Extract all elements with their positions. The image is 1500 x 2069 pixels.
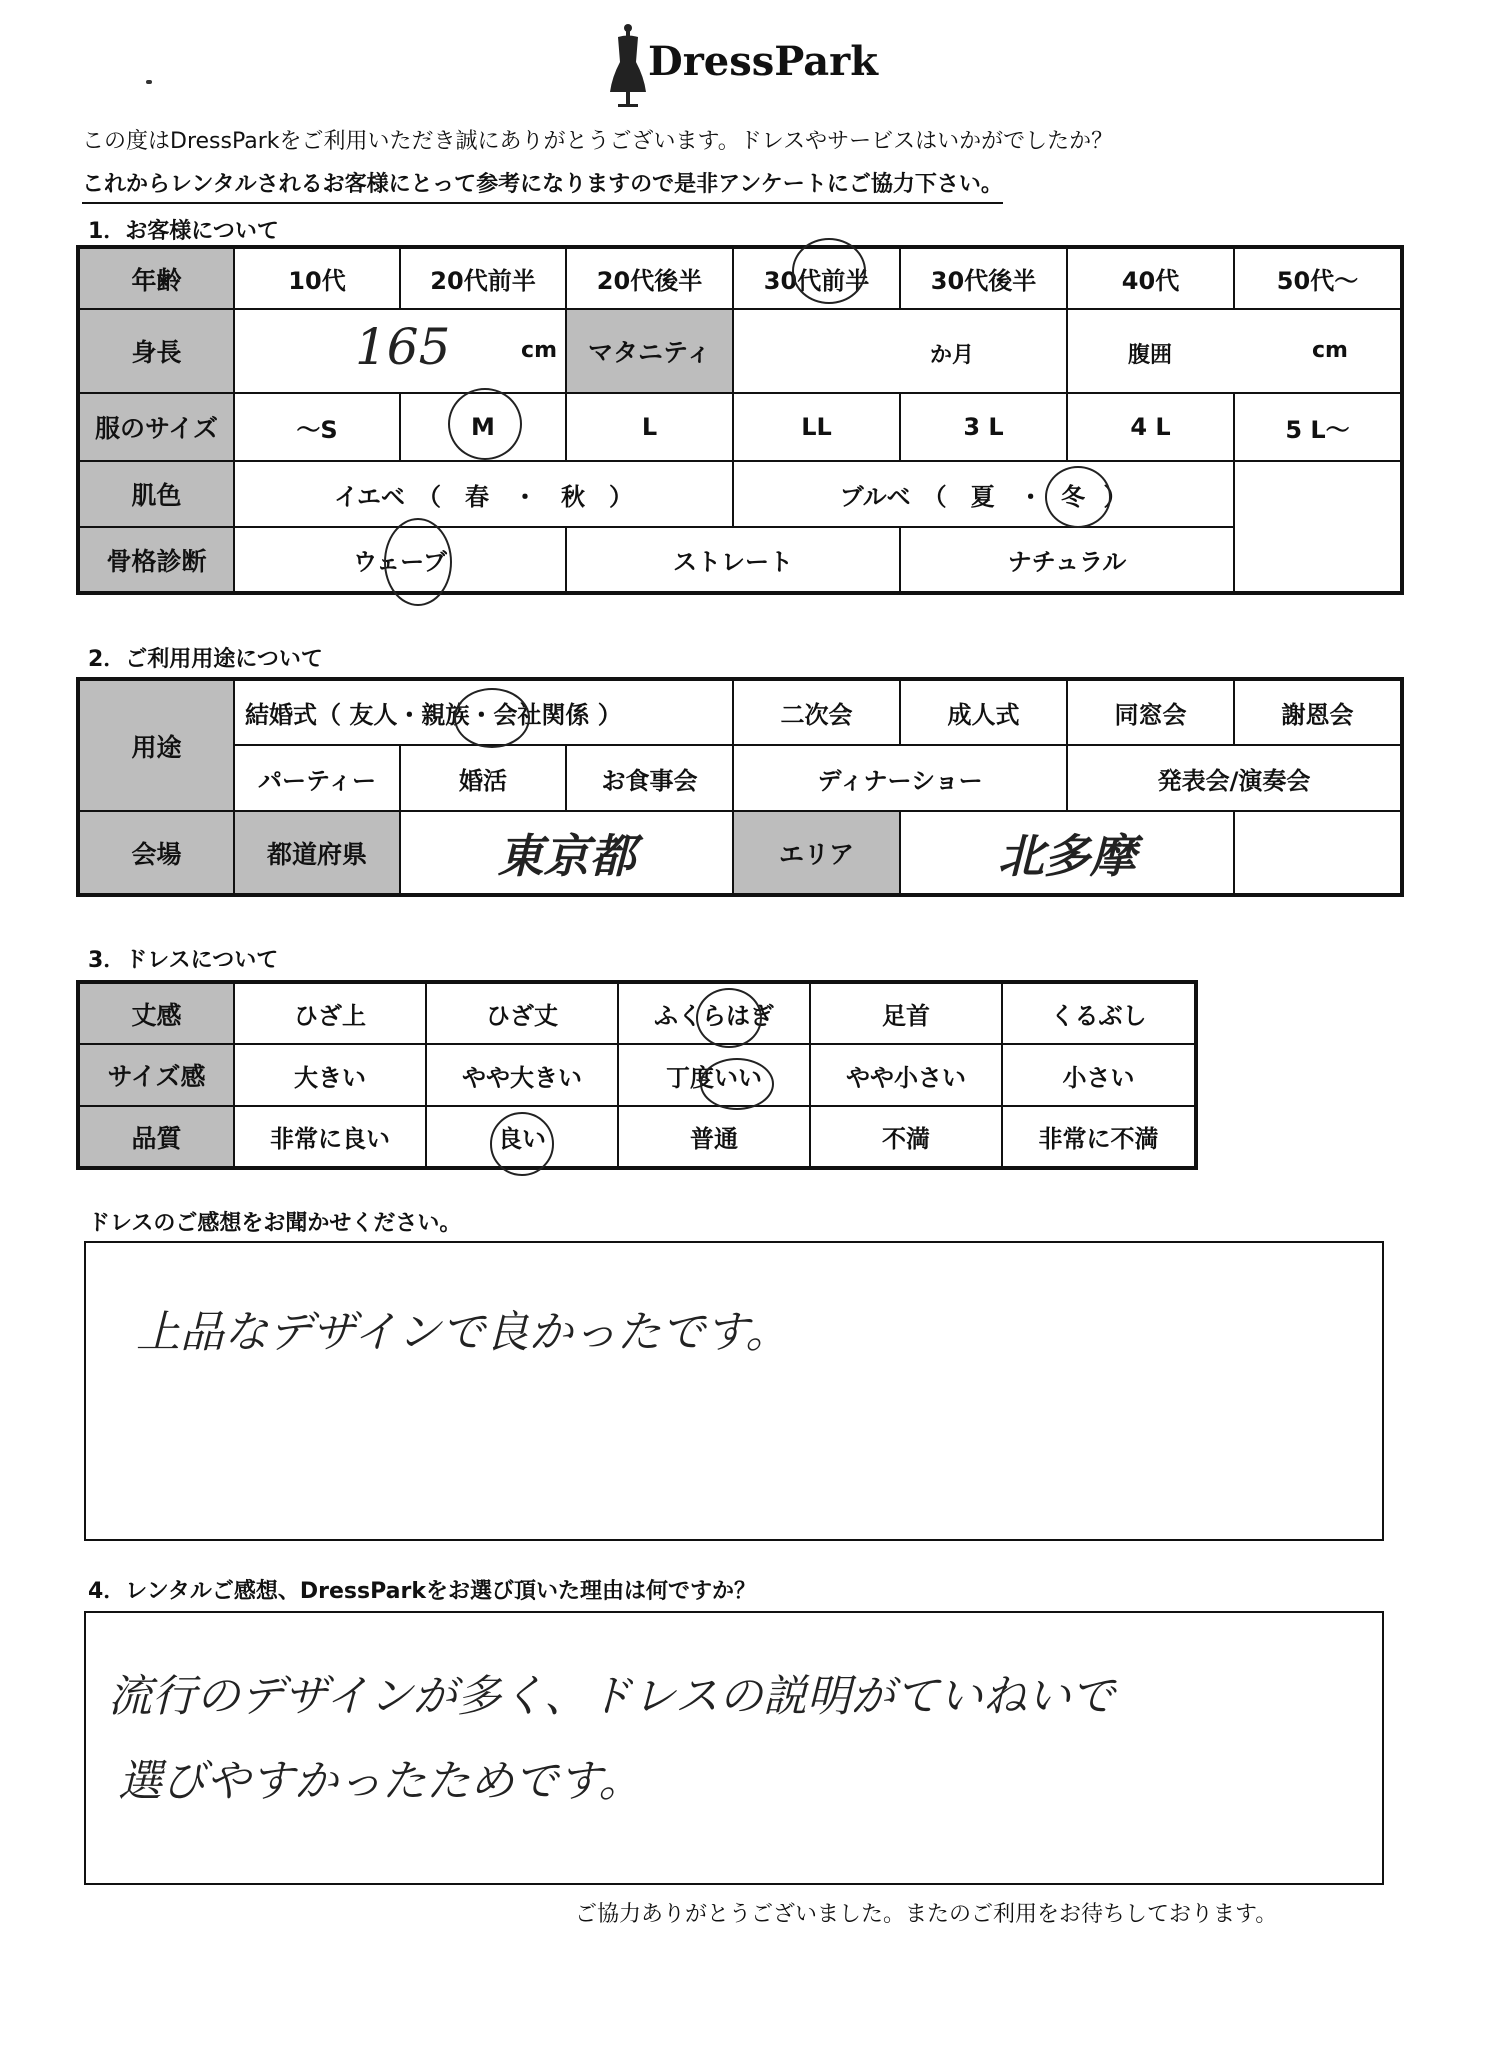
length-option[interactable]: くるぶし	[1002, 982, 1196, 1044]
fit-option[interactable]: やや小さい	[810, 1044, 1002, 1106]
waist-field[interactable]	[1067, 309, 1402, 393]
purpose-option[interactable]: ディナーショー	[733, 745, 1067, 811]
section-4-title: 4．レンタルご感想、DressParkをお選び頂いた理由は何ですか？	[88, 1579, 756, 1604]
selection-circle	[1045, 466, 1111, 528]
section-3-title: 3．ドレスについて	[88, 948, 279, 973]
quality-label: 品質	[78, 1106, 234, 1168]
purpose-option[interactable]: 婚活	[400, 745, 566, 811]
impression-title: ドレスのご感想をお聞かせください。	[88, 1211, 462, 1236]
age-option[interactable]: 30代前半	[733, 247, 900, 309]
purpose-option[interactable]: パーティー	[234, 745, 400, 811]
area-value[interactable]: 北多摩	[900, 811, 1234, 895]
quality-option[interactable]: 不満	[810, 1106, 1002, 1168]
pref-value[interactable]: 東京都	[400, 811, 733, 895]
maternity-unit: か月	[930, 343, 975, 368]
maternity-field[interactable]	[733, 309, 1067, 393]
skin-label: 肌色	[78, 461, 234, 527]
area-label: エリア	[733, 811, 900, 895]
age-option[interactable]: 50代～	[1234, 247, 1402, 309]
size-label: 服のサイズ	[78, 393, 234, 461]
fit-label: サイズ感	[78, 1044, 234, 1106]
size-option[interactable]: L	[566, 393, 733, 461]
skin-cool-choice: 冬	[1061, 482, 1086, 511]
size-option[interactable]: 3 L	[900, 393, 1067, 461]
reason-answer-line-2: 選びやすかったためです。	[118, 1756, 643, 1807]
frame-option[interactable]: ナチュラル	[900, 527, 1234, 593]
height-value: 165	[355, 318, 451, 376]
wedding-prefix: 結婚式（ 友人・	[245, 701, 422, 729]
length-option[interactable]: 足首	[810, 982, 1002, 1044]
size-option[interactable]: M	[400, 393, 566, 461]
purpose-option[interactable]: 成人式	[900, 679, 1067, 745]
empty-cell	[1234, 527, 1402, 593]
size-option[interactable]: 4 L	[1067, 393, 1234, 461]
selection-circle	[696, 988, 762, 1048]
frame-option[interactable]: ウェーブ	[234, 527, 566, 593]
length-option[interactable]: ひざ上	[234, 982, 426, 1044]
quality-option[interactable]: 非常に良い	[234, 1106, 426, 1168]
height-label: 身長	[78, 309, 234, 393]
skin-cool-option[interactable]	[733, 461, 1234, 527]
customer-table	[76, 245, 1404, 595]
empty-cell	[1234, 461, 1402, 527]
impression-answer: 上品なデザインで良かったです。	[136, 1307, 790, 1358]
age-option[interactable]: 40代	[1067, 247, 1234, 309]
selection-circle	[454, 688, 530, 748]
impression-answer-box[interactable]	[84, 1241, 1384, 1541]
selection-circle	[792, 238, 866, 304]
size-option[interactable]: 5 L～	[1234, 393, 1402, 461]
height-field[interactable]	[234, 309, 566, 393]
section-2-title: 2．ご利用用途について	[88, 647, 323, 672]
speck	[146, 80, 152, 84]
frame-option[interactable]: ストレート	[566, 527, 900, 593]
section-1-title: 1．お客様について	[88, 219, 279, 244]
selection-circle	[448, 388, 522, 460]
purpose-option[interactable]: 二次会	[733, 679, 900, 745]
skin-cool-suffix: ）	[1103, 482, 1128, 511]
purpose-option[interactable]: お食事会	[566, 745, 733, 811]
age-option[interactable]: 20代後半	[566, 247, 733, 309]
purpose-option[interactable]: 謝恩会	[1234, 679, 1402, 745]
age-option[interactable]: 10代	[234, 247, 400, 309]
frame-label: 骨格診断	[78, 527, 234, 593]
length-option[interactable]: ふくらはぎ	[618, 982, 810, 1044]
fit-option[interactable]: 小さい	[1002, 1044, 1196, 1106]
selection-circle	[384, 518, 452, 606]
wedding-choice: 親族	[421, 701, 470, 729]
fit-option[interactable]: 大きい	[234, 1044, 426, 1106]
skin-cool-prefix: ブルベ （ 夏 ・	[839, 482, 1043, 511]
quality-option[interactable]: 良い	[426, 1106, 618, 1168]
selection-circle	[490, 1112, 554, 1176]
dress-table	[76, 980, 1198, 1170]
length-option[interactable]: ひざ丈	[426, 982, 618, 1044]
fit-option[interactable]: 丁度いい	[618, 1044, 810, 1106]
wedding-suffix: ・会社関係 ）	[469, 701, 622, 729]
usage-table	[76, 677, 1404, 897]
waist-unit: cm	[1312, 338, 1348, 363]
purpose-option[interactable]: 発表会/演奏会	[1067, 745, 1402, 811]
selection-circle	[700, 1058, 774, 1110]
empty-cell	[1234, 811, 1402, 895]
waist-label: 腹囲	[1128, 343, 1173, 368]
height-unit: cm	[521, 338, 557, 363]
size-option[interactable]: LL	[733, 393, 900, 461]
pref-label: 都道府県	[234, 811, 400, 895]
brand-name: DressPark	[648, 38, 878, 85]
intro-line-2: これからレンタルされるお客様にとって参考になりますので是非アンケートにご協力下さい。	[82, 167, 1003, 204]
fit-option[interactable]: やや大きい	[426, 1044, 618, 1106]
maternity-label: マタニティ	[566, 309, 733, 393]
purpose-option[interactable]: 同窓会	[1067, 679, 1234, 745]
purpose-label: 用途	[78, 679, 234, 811]
venue-label: 会場	[78, 811, 234, 895]
quality-option[interactable]: 普通	[618, 1106, 810, 1168]
footer-thanks: ご協力ありがとうございました。またのご利用をお待ちしております。	[575, 1902, 1278, 1927]
age-label: 年齢	[78, 247, 234, 309]
skin-warm-option[interactable]: イエベ （ 春 ・ 秋 ）	[234, 461, 733, 527]
age-option[interactable]: 20代前半	[400, 247, 566, 309]
intro-line-1: この度はDressParkをご利用いただき誠にありがとうございます。ドレスやサービスはいかがでしたか？	[82, 129, 1114, 154]
age-option[interactable]: 30代後半	[900, 247, 1067, 309]
length-label: 丈感	[78, 982, 234, 1044]
reason-answer-line-1: 流行のデザインが多く、ドレスの説明がていねいで	[108, 1671, 1115, 1722]
size-option[interactable]: ～S	[234, 393, 400, 461]
quality-option[interactable]: 非常に不満	[1002, 1106, 1196, 1168]
